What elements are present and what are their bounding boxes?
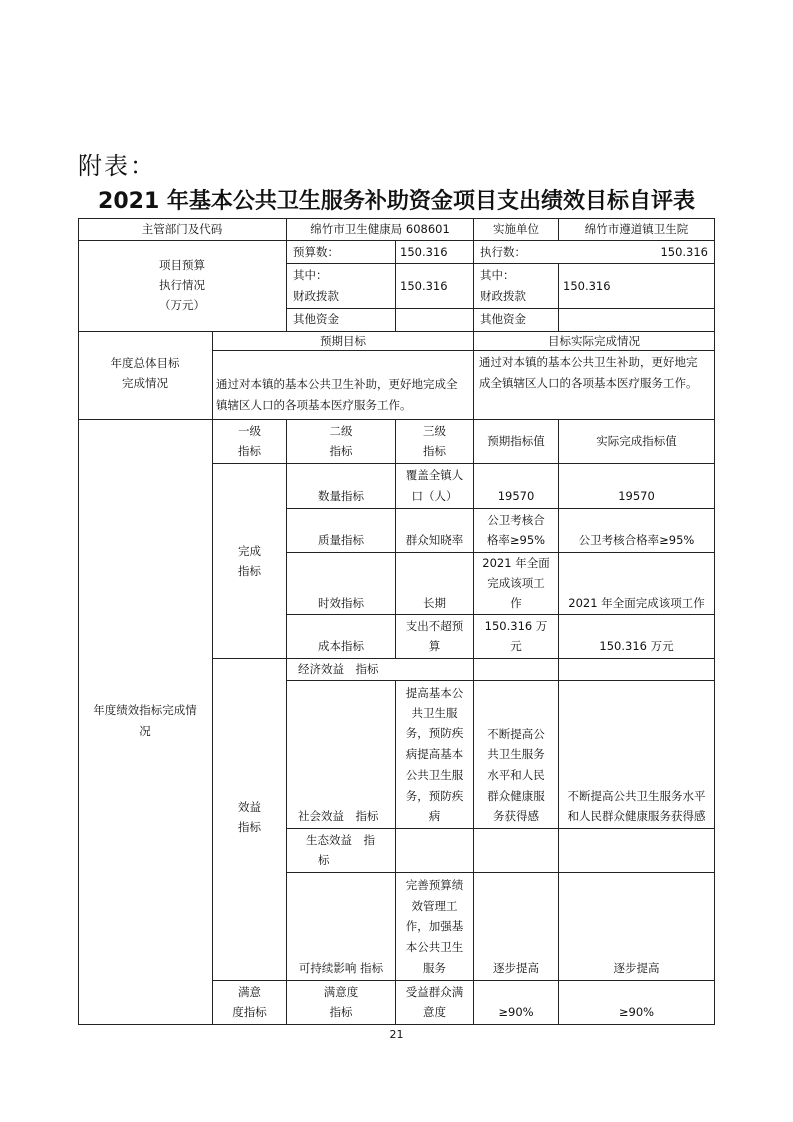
social-l3-line5: 公共卫生服	[405, 768, 464, 782]
timeliness-l2: 时效指标	[318, 596, 364, 610]
satisfaction-actual: ≥90%	[618, 1005, 655, 1019]
quality-expected-line1: 公卫考核合	[487, 513, 545, 527]
sustainable-l3-line4: 本公共卫生	[405, 940, 464, 954]
benefit-label-line1: 效益	[238, 800, 261, 814]
quantity-actual: 19570	[618, 489, 655, 503]
sustainable-l3-line2: 效管理工	[411, 899, 458, 913]
budget-amount-label: 预算数：	[293, 245, 339, 259]
timeliness-expected-line2: 完成该项工	[487, 576, 545, 590]
budget-label-line2: 执行情况	[159, 278, 205, 292]
header-actual: 实际完成指标值	[596, 434, 677, 448]
satisfaction-l2-line1: 满意度	[323, 985, 359, 999]
exec-fiscal-value: 150.316	[563, 279, 611, 293]
exec-other-label: 其他资金	[480, 312, 526, 326]
dept-value: 绵竹市卫生健康局 608601	[310, 222, 450, 236]
page-title: 2021 年基本公共卫生服务补助资金项目支出绩效目标自评表	[98, 189, 695, 214]
timeliness-expected-line1: 2021 年全面	[482, 556, 550, 570]
unit-label: 实施单位	[493, 222, 539, 236]
social-expected-line5: 务获得感	[493, 809, 539, 823]
quantity-expected: 19570	[497, 489, 535, 503]
expected-goal-line2: 镇辖区人口的各项基本医疗服务工作。	[216, 398, 412, 412]
quality-actual: 公卫考核合格率≥95%	[578, 533, 695, 547]
completion-label-line1: 完成	[238, 544, 261, 558]
quality-expected-line2: 格率≥95%	[486, 533, 546, 547]
cost-l2: 成本指标	[318, 639, 364, 653]
header-expected: 预期指标值	[487, 434, 545, 448]
sustainable-l2: 可持续影响 指标	[298, 961, 384, 975]
exec-amount-value: 150.316	[660, 245, 708, 259]
sustainable-l3-line5: 服务	[423, 961, 446, 975]
quality-l2: 质量指标	[318, 533, 364, 547]
social-expected-line3: 水平和人民	[487, 768, 545, 782]
dept-label: 主管部门及代码	[141, 222, 223, 236]
timeliness-expected-line3: 作	[510, 596, 522, 610]
satisfaction-expected: ≥90%	[498, 1005, 534, 1019]
sustainable-expected: 逐步提高	[493, 961, 539, 975]
timeliness-l3: 长期	[423, 596, 446, 610]
actual-goal-header: 目标实际完成情况	[548, 334, 640, 348]
quantity-l3-line1: 覆盖全镇人	[405, 468, 464, 482]
quantity-l3-line2: 口（人）	[411, 489, 458, 503]
social-l3-line1: 提高基本公	[405, 686, 464, 700]
ecological-l2-line1: 生态效益 指	[306, 833, 375, 847]
social-expected-line2: 共卫生服务	[487, 747, 545, 761]
timeliness-actual: 2021 年全面完成该项工作	[568, 596, 705, 610]
appendix-label: 附表：	[78, 152, 156, 180]
exec-amount-label: 执行数：	[480, 245, 526, 259]
actual-goal-line2: 成全镇辖区人口的各项基本医疗服务工作。	[479, 376, 698, 390]
cost-actual: 150.316 万元	[599, 639, 674, 653]
header-level1-line2: 指标	[238, 444, 261, 458]
page-number: 21	[389, 1028, 404, 1041]
budget-label-line1: 项目预算	[159, 258, 205, 272]
budget-of-which-label: 其中：	[293, 268, 328, 282]
sustainable-actual: 逐步提高	[613, 961, 660, 975]
sustainable-l3-line3: 作，加强基	[405, 919, 464, 933]
social-expected-line1: 不断提高公	[487, 727, 545, 741]
satisfaction-label-line2: 度指标	[232, 1005, 267, 1019]
satisfaction-label-line1: 满意	[238, 985, 261, 999]
social-l3-line3: 务，预防疾	[405, 726, 464, 740]
budget-label-line3: （万元）	[159, 298, 205, 312]
cost-expected-line2: 元	[510, 639, 522, 653]
social-l3-line4: 病提高基本	[405, 747, 464, 761]
social-actual-line2: 和人民群众健康服务获得感	[567, 809, 706, 823]
performance-label-line2: 况	[139, 724, 151, 738]
exec-fiscal-label: 财政拨款	[480, 289, 526, 303]
unit-value: 绵竹市遵道镇卫生院	[584, 222, 689, 236]
benefit-label-line2: 指标	[238, 820, 261, 834]
cost-l3-line2: 算	[428, 639, 441, 653]
annual-goal-label-line2: 完成情况	[122, 376, 168, 390]
header-level2-line2: 指标	[329, 444, 353, 458]
social-l3-line6: 务，预防疾	[405, 789, 464, 803]
satisfaction-l3-line2: 意度	[423, 1005, 446, 1019]
actual-goal-line1: 通过对本镇的基本公共卫生补助，更好地完	[479, 355, 698, 369]
cost-expected-line1: 150.316 万	[484, 619, 548, 633]
expected-goal-line1: 通过对本镇的基本公共卫生补助，更好地完成全	[216, 377, 458, 391]
satisfaction-l2-line2: 指标	[329, 1005, 353, 1019]
social-l3-line7: 病	[428, 809, 441, 823]
budget-other-label: 其他资金	[293, 312, 339, 326]
header-level3-line1: 三级	[423, 424, 446, 438]
social-l3-line2: 共卫生服	[411, 706, 458, 720]
budget-fiscal-value: 150.316	[400, 279, 448, 293]
annual-goal-label-line1: 年度总体目标	[110, 356, 180, 370]
header-level2-line1: 二级	[329, 424, 353, 438]
satisfaction-l3-line1: 受益群众满	[405, 985, 464, 999]
header-level3-line2: 指标	[423, 444, 446, 458]
header-level1-line1: 一级	[238, 424, 261, 438]
budget-fiscal-label: 财政拨款	[293, 289, 339, 303]
social-actual-line1: 不断提高公共卫生服务水平	[567, 789, 706, 803]
ecological-l2-line2: 标	[318, 853, 330, 867]
quality-l3: 群众知晓率	[405, 533, 464, 547]
completion-label-line2: 指标	[238, 564, 261, 578]
exec-of-which-label: 其中：	[480, 268, 515, 282]
cost-l3-line1: 支出不超预	[405, 619, 464, 633]
social-l2: 社会效益 指标	[298, 809, 379, 823]
quantity-l2: 数量指标	[318, 489, 364, 503]
expected-goal-header: 预期目标	[320, 334, 366, 348]
budget-amount-value: 150.316	[400, 245, 448, 259]
social-expected-line4: 群众健康服	[487, 789, 545, 803]
sustainable-l3-line1: 完善预算绩	[405, 878, 464, 892]
economic-l2: 经济效益 指标	[298, 662, 379, 676]
performance-label-line1: 年度绩效指标完成情	[93, 703, 197, 717]
